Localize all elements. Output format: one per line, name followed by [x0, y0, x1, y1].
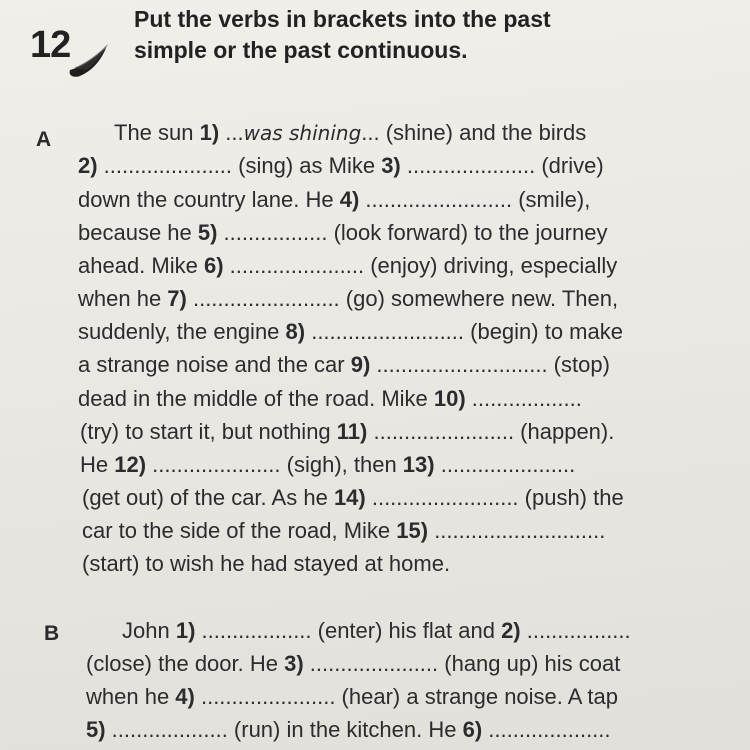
instruction-line-2: simple or the past continuous. — [134, 37, 468, 63]
section-a-letter: A — [36, 128, 52, 151]
section-a-line-7: suddenly, the engine 8) ......................... (begin) to make — [78, 319, 623, 344]
section-b-line-1: John 1) .................. (enter) his flat and 2) ................. — [122, 618, 631, 643]
exercise-number: 12 — [30, 24, 71, 66]
section-b-line-4: 5) ................... (run) in the kitchen. He 6) .................... — [86, 717, 611, 742]
section-a-line-1: The sun 1) ...was shining... (shine) and the birds — [114, 120, 587, 145]
section-b-line-3: when he 4) ...................... (hear) a strange noise. A tap — [86, 684, 618, 709]
example-answer: was shining — [243, 121, 362, 145]
section-a-line-14: (start) to wish he had stayed at home. — [82, 551, 451, 576]
section-a-line-10: (try) to start it, but nothing 11) ....................... (happen). — [80, 419, 615, 444]
section-a-line-6: when he 7) ........................ (go) somewhere new. Then, — [78, 286, 619, 311]
section-a-line-9: dead in the middle of the road. Mike 10) .................. — [78, 386, 582, 411]
section-a-line-3: down the country lane. He 4) ........................ (smile), — [78, 187, 591, 212]
section-a-line-12: (get out) of the car. As he 14) ........................ (push) the — [82, 485, 624, 510]
section-a-line-2: 2) ..................... (sing) as Mike 3) ..................... (drive) — [78, 153, 604, 178]
section-a-line-5: ahead. Mike 6) ...................... (enjoy) driving, especially — [78, 253, 618, 278]
section-b-letter: B — [44, 622, 60, 645]
section-a-line-8: a strange noise and the car 9) ............................ (stop) — [78, 352, 610, 377]
section-a-line-11: He 12) ..................... (sigh), then 13) ...................... — [80, 452, 576, 477]
section-a-line-4: because he 5) ................. (look forward) to the journey — [78, 220, 608, 245]
exercise-number-badge — [24, 18, 110, 78]
section-a-line-13: car to the side of the road, Mike 15) ............................ — [82, 518, 606, 543]
section-b-line-2: (close) the door. He 3) ..................... (hang up) his coat — [86, 651, 621, 676]
exercise-instruction — [134, 4, 724, 66]
instruction-line-1: Put the verbs in brackets into the past — [134, 6, 551, 32]
